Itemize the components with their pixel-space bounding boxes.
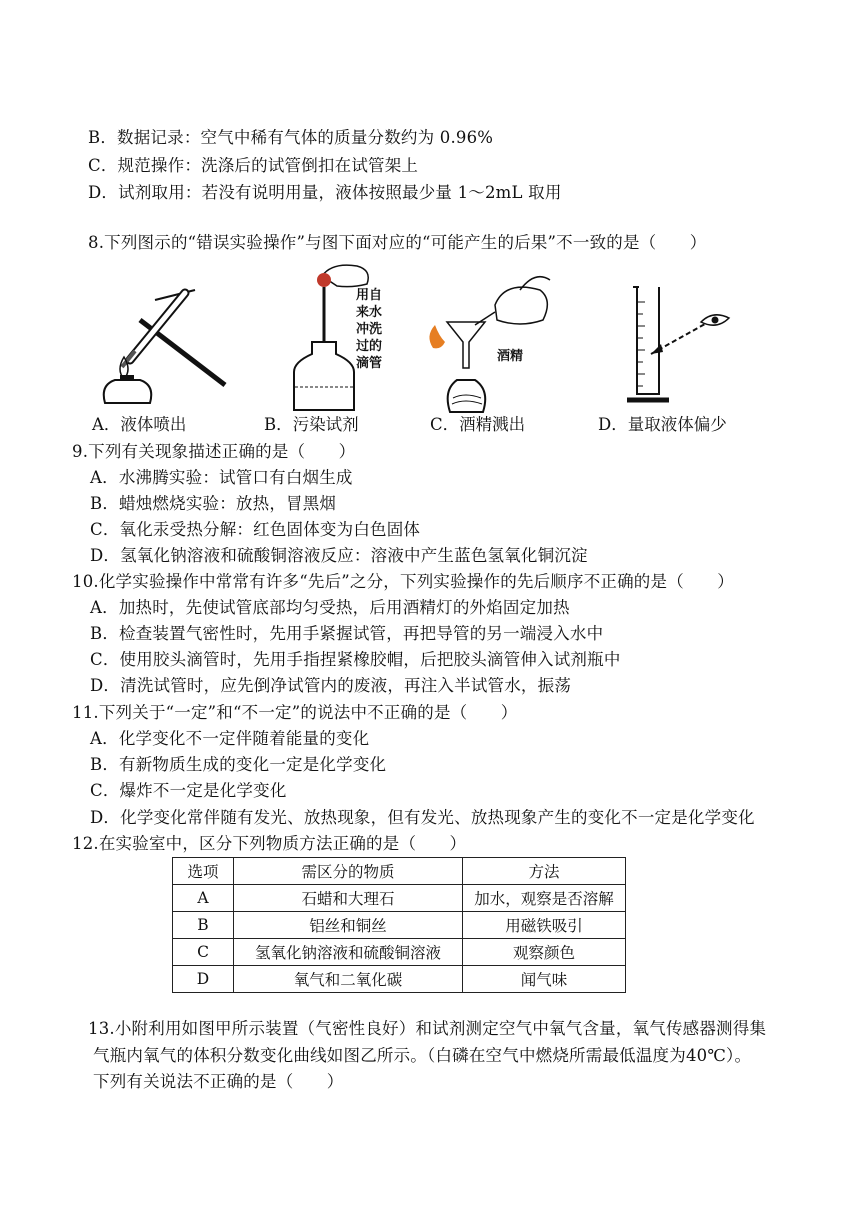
q11-option-b: B．有新物质生成的变化一定是化学变化 [90,755,387,774]
figure-c-label: 酒精 [497,349,524,364]
q10-option-b: B．检查装置气密性时，先用手紧握试管，再把导管的另一端浸入水中 [90,624,604,643]
table-header-cell: 需区分的物质 [234,858,463,885]
q9-stem: 9.下列有关现象描述正确的是（ ） [72,442,356,461]
table-header-cell: 方法 [463,858,626,885]
table-header-row [173,858,626,885]
q13-line-2: 气瓶内氧气的体积分数变化曲线如图乙所示。（白磷在空气中燃烧所需最低温度为40℃）。 [93,1046,752,1065]
table-row [173,885,626,912]
table-header-cell: 选项 [173,858,234,885]
table-cell: 石蜡和大理石 [234,885,463,912]
table-cell: 铝丝和铜丝 [234,912,463,939]
table-cell: 加水，观察是否溶解 [463,885,626,912]
q9-option-a: A．水沸腾实验：试管口有白烟生成 [90,468,353,487]
figure-d-graduated-cylinder [625,282,735,407]
q8-stem: 8.下列图示的“错误实验操作”与图下面对应的“可能产生的后果”不一致的是（ ） [88,233,707,252]
table-row [173,966,626,993]
q8-caption-d: D．量取液体偏少 [598,415,727,434]
q8-caption-a: A．液体喷出 [92,415,187,434]
table-cell: B [173,912,234,939]
figure-c-alcohol-funnel [425,270,565,415]
table-cell: 闻气味 [463,966,626,993]
q11-option-c: C．爆炸不一定是化学变化 [90,781,287,800]
q9-option-c: C．氧化汞受热分解：红色固体变为白色固体 [90,520,421,539]
q12-table [172,857,626,993]
q10-option-d: D．清洗试管时，应先倒净试管内的废液，再注入半试管水，振荡 [90,676,572,695]
table-row [173,939,626,966]
q9-option-b: B．蜡烛燃烧实验：放热，冒黑烟 [90,494,337,513]
table-cell: 氧气和二氧化碳 [234,966,463,993]
q13-line-3: 下列有关说法不正确的是（ ） [93,1072,344,1091]
q11-option-a: A．化学变化不一定伴随着能量的变化 [90,729,370,748]
figure-a-heating-tube [100,285,230,405]
q8-caption-b: B．污染试剂 [264,415,359,434]
q13-line-1: 13.小附利用如图甲所示装置（气密性良好）和试剂测定空气中氧气含量，氧气传感器测得集 [88,1019,767,1038]
table-cell: 观察颜色 [463,939,626,966]
q11-stem: 11.下列关于“一定”和“不一定”的说法中不正确的是（ ） [72,703,518,722]
q10-option-a: A．加热时，先使试管底部均匀受热，后用酒精灯的外焰固定加热 [90,598,570,617]
table-cell: 氢氧化钠溶液和硫酸铜溶液 [234,939,463,966]
figure-b-label: 用自 来水 冲洗 过的 滴管 [356,288,383,371]
q9-option-d: D．氢氧化钠溶液和硫酸铜溶液反应：溶液中产生蓝色氢氧化铜沉淀 [90,546,588,565]
table-cell: A [173,885,234,912]
q8-caption-c: C．酒精溅出 [430,415,526,434]
q10-option-c: C．使用胶头滴管时，先用手指捏紧橡胶帽，后把胶头滴管伸入试剂瓶中 [90,650,621,669]
q7-option-d: D．试剂取用：若没有说明用量，液体按照最少量 1～2mL 取用 [88,183,562,202]
q7-option-c: C．规范操作：洗涤后的试管倒扣在试管架上 [88,156,419,175]
q12-stem: 12.在实验室中，区分下列物质方法正确的是（ ） [72,834,467,853]
q11-option-d: D．化学变化常伴随有发光、放热现象，但有发光、放热现象产生的变化不一定是化学变化 [90,808,755,827]
table-cell: D [173,966,234,993]
q10-stem: 10.化学实验操作中常常有许多“先后”之分，下列实验操作的先后顺序不正确的是（ ） [72,572,735,591]
table-cell: 用磁铁吸引 [463,912,626,939]
table-row [173,912,626,939]
q7-option-b: B．数据记录：空气中稀有气体的质量分数约为 0.96% [88,128,494,147]
table-cell: C [173,939,234,966]
